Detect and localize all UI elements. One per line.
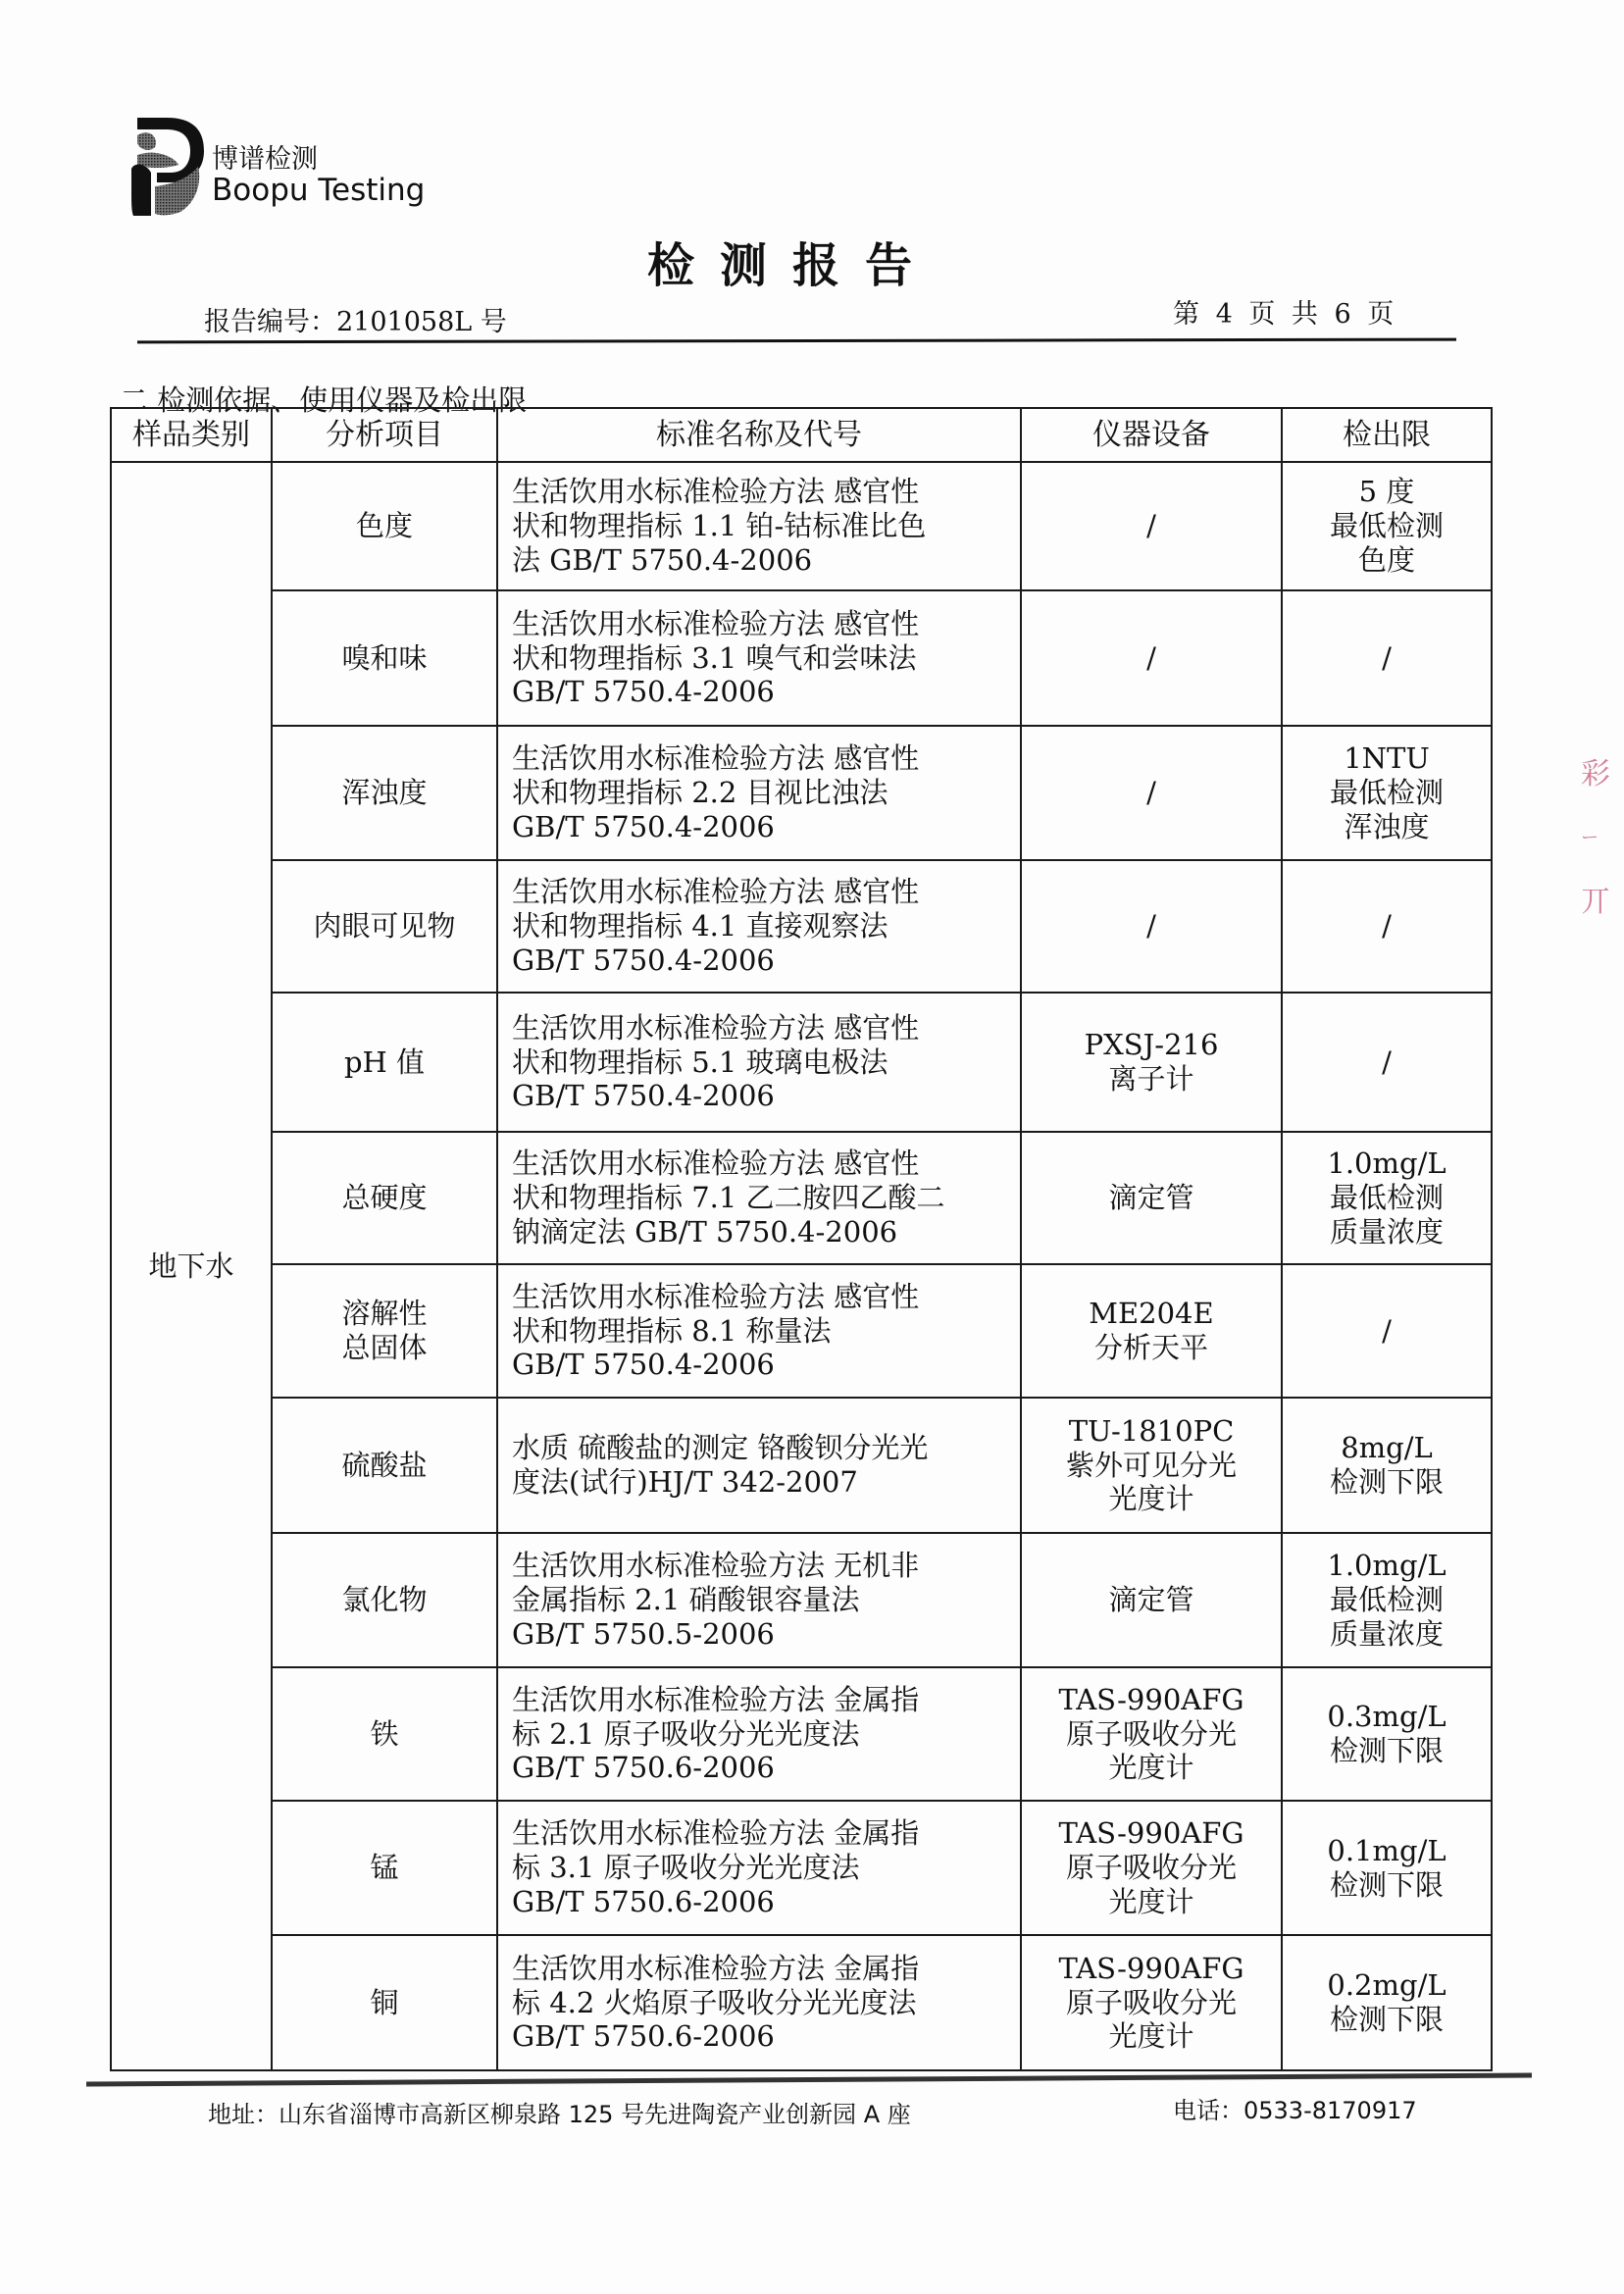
table-row: [111, 590, 1492, 726]
footer-phone: 电话：0533-8170917: [1173, 2097, 1417, 2124]
analysis-item-cell-line: 总固体: [341, 1331, 428, 1364]
detection-limit-cell-line: 检测下限: [1329, 2003, 1444, 2036]
instrument-cell-line: 分析天平: [1093, 1331, 1208, 1364]
detection-limit-cell-line: /: [1382, 1045, 1392, 1079]
detection-limit-cell: [1282, 1398, 1492, 1533]
analysis-item-cell: [272, 1533, 497, 1667]
instrument-cell: [1021, 462, 1282, 590]
detection-limit-cell: [1282, 1533, 1492, 1667]
instrument-cell-line: 原子吸收分光: [1065, 1851, 1237, 1885]
detection-limit-cell-line: /: [1382, 1313, 1392, 1348]
detection-limit-cell: [1282, 726, 1492, 860]
instrument-cell: [1021, 1398, 1282, 1533]
detection-limit-cell-line: 最低检测: [1329, 776, 1444, 810]
company-name-cn: 博谱检测: [212, 144, 318, 175]
standard-cell-line: 生活饮用水标准检验方法 感官性: [512, 475, 920, 509]
analysis-item-cell-line: 硫酸盐: [341, 1448, 428, 1482]
instrument-cell-line: /: [1146, 776, 1156, 810]
table-row: [111, 1533, 1492, 1667]
standard-cell-line: 生活饮用水标准检验方法 金属指: [512, 1951, 920, 1985]
standard-cell-line: 标 2.1 原子吸收分光光度法: [512, 1716, 860, 1751]
standard-cell-line: 法 GB/T 5750.4-2006: [512, 542, 813, 577]
standard-cell: [497, 590, 1021, 726]
standard-cell-line: 生活饮用水标准检验方法 感官性: [512, 1147, 920, 1181]
col-header-standard: 标准名称及代号: [497, 408, 1021, 462]
standard-cell: [497, 726, 1021, 860]
instrument-cell-line: 紫外可见分光: [1065, 1448, 1237, 1482]
table-header-row: [111, 408, 1492, 462]
detection-limit-cell: [1282, 1132, 1492, 1264]
instrument-cell-line: 滴定管: [1108, 1181, 1194, 1215]
analysis-item-cell: [272, 860, 497, 993]
analysis-item-cell: [272, 1935, 497, 2070]
standard-cell: [497, 462, 1021, 590]
company-name-en: Boopu Testing: [212, 173, 426, 208]
footer-divider: [86, 2072, 1532, 2086]
standard-cell: [497, 1801, 1021, 1935]
instrument-cell: [1021, 590, 1282, 726]
detection-limit-cell-line: /: [1382, 640, 1392, 675]
standard-cell: [497, 1935, 1021, 2070]
standard-cell-line: GB/T 5750.4-2006: [512, 943, 775, 977]
analysis-item-cell: [272, 1801, 497, 1935]
instrument-cell-line: 光度计: [1108, 1751, 1194, 1785]
analysis-item-cell-line: 嗅和味: [341, 640, 428, 675]
instrument-cell: [1021, 1533, 1282, 1667]
standard-cell-line: GB/T 5750.6-2006: [512, 1751, 775, 1785]
instrument-cell: [1021, 993, 1282, 1132]
instrument-cell-line: 原子吸收分光: [1065, 1716, 1237, 1751]
analysis-item-cell: [272, 1398, 497, 1533]
standard-cell-line: 状和物理指标 8.1 称量法: [512, 1313, 832, 1348]
analysis-item-cell-line: 肉眼可见物: [313, 909, 456, 943]
standard-cell-line: GB/T 5750.4-2006: [512, 675, 775, 709]
col-header-sample-category: 样品类别: [111, 408, 272, 462]
instrument-cell: [1021, 1801, 1282, 1935]
analysis-item-cell-line: 锰: [370, 1851, 399, 1885]
instrument-cell-line: 光度计: [1108, 2019, 1194, 2054]
standard-cell-line: 生活饮用水标准检验方法 感官性: [512, 1279, 920, 1313]
detection-limit-cell-line: 检测下限: [1329, 1867, 1444, 1902]
detection-limit-cell-line: 检测下限: [1329, 1465, 1444, 1499]
analysis-item-cell-line: 溶解性: [341, 1297, 428, 1331]
analysis-item-cell-line: 总硬度: [341, 1181, 428, 1215]
analysis-item-cell-line: 氯化物: [341, 1583, 428, 1617]
detection-limit-cell: [1282, 993, 1492, 1132]
page-indicator: 第 4 页 共 6 页: [1173, 299, 1398, 330]
table-row: [111, 1264, 1492, 1398]
analysis-item-cell-line: 铁: [370, 1716, 399, 1751]
standard-cell-line: 状和物理指标 5.1 玻璃电极法: [512, 1045, 888, 1079]
table-row: [111, 1398, 1492, 1533]
detection-limit-cell: [1282, 462, 1492, 590]
table-row: [111, 726, 1492, 860]
table-row: [111, 1801, 1492, 1935]
standard-cell-line: 生活饮用水标准检验方法 无机非: [512, 1549, 920, 1583]
standard-cell-line: 水质 硫酸盐的测定 铬酸钡分光光: [512, 1431, 929, 1465]
detection-limit-cell: [1282, 860, 1492, 993]
sample-category-cell: 地下水: [111, 462, 272, 2070]
instrument-cell: [1021, 1264, 1282, 1398]
instrument-cell-line: 光度计: [1108, 1884, 1194, 1918]
instrument-cell-line: 滴定管: [1108, 1583, 1194, 1617]
analysis-item-cell-line: 浑浊度: [341, 776, 428, 810]
analysis-item-cell: [272, 1132, 497, 1264]
standard-cell-line: 生活饮用水标准检验方法 感官性: [512, 741, 920, 776]
instrument-cell-line: /: [1146, 909, 1156, 943]
analysis-item-cell: [272, 462, 497, 590]
instrument-cell: [1021, 1935, 1282, 2070]
standard-cell-line: 生活饮用水标准检验方法 感官性: [512, 606, 920, 640]
company-logo-icon: [127, 114, 206, 218]
table-row: [111, 1667, 1492, 1801]
standard-cell-line: 状和物理指标 3.1 嗅气和尝味法: [512, 640, 917, 675]
analysis-item-cell-line: 色度: [355, 509, 413, 543]
instrument-cell-line: TAS-990AFG: [1058, 1682, 1244, 1716]
instrument-cell-line: 原子吸收分光: [1065, 1985, 1237, 2019]
standard-cell: [497, 1667, 1021, 1801]
detection-limit-cell: [1282, 590, 1492, 726]
col-header-instrument: 仪器设备: [1021, 408, 1282, 462]
instrument-cell-line: TU-1810PC: [1068, 1413, 1235, 1448]
analysis-item-cell-line: 铜: [370, 1985, 399, 2019]
analysis-item-cell: [272, 1264, 497, 1398]
report-number: 报告编号：2101058L 号: [204, 307, 507, 337]
detection-limit-cell-line: 0.3mg/L: [1327, 1700, 1446, 1734]
detection-limit-cell-line: /: [1382, 909, 1392, 943]
standard-cell-line: GB/T 5750.6-2006: [512, 1884, 775, 1918]
detection-limit-cell-line: 质量浓度: [1329, 1214, 1444, 1249]
detection-limit-cell-line: 最低检测: [1329, 509, 1444, 543]
table-row: [111, 993, 1492, 1132]
detection-limit-cell-line: 质量浓度: [1329, 1616, 1444, 1651]
analysis-item-cell: [272, 726, 497, 860]
standard-cell-line: 标 4.2 火焰原子吸收分光光度法: [512, 1985, 917, 2019]
standard-cell-line: 标 3.1 原子吸收分光光度法: [512, 1851, 860, 1885]
instrument-cell: [1021, 726, 1282, 860]
detection-limit-cell-line: 色度: [1357, 542, 1415, 577]
detection-limit-cell: [1282, 1667, 1492, 1801]
analysis-item-cell-line: pH 值: [343, 1045, 426, 1079]
detection-limit-cell: [1282, 1935, 1492, 2070]
instrument-cell-line: 光度计: [1108, 1482, 1194, 1516]
standard-cell-line: GB/T 5750.5-2006: [512, 1616, 775, 1651]
standard-cell-line: 状和物理指标 2.2 目视比浊法: [512, 776, 888, 810]
analysis-item-cell: [272, 1667, 497, 1801]
standard-cell-line: 生活饮用水标准检验方法 金属指: [512, 1682, 920, 1716]
detection-limit-cell-line: 检测下限: [1329, 1734, 1444, 1767]
table-row: [111, 1935, 1492, 2070]
instrument-cell-line: ME204E: [1089, 1297, 1214, 1331]
standard-cell: [497, 1533, 1021, 1667]
standard-cell-line: GB/T 5750.4-2006: [512, 809, 775, 843]
standard-cell: [497, 1132, 1021, 1264]
detection-limit-cell-line: 1.0mg/L: [1327, 1549, 1446, 1583]
standard-cell-line: 生活饮用水标准检验方法 感官性: [512, 875, 920, 909]
instrument-cell-line: /: [1146, 509, 1156, 543]
instrument-cell-line: 离子计: [1108, 1062, 1194, 1096]
detection-limit-cell-line: 最低检测: [1329, 1181, 1444, 1215]
table-row: [111, 462, 1492, 590]
standard-cell-line: 状和物理指标 7.1 乙二胺四乙酸二: [512, 1181, 945, 1215]
report-title: 检测报告: [646, 238, 938, 293]
footer-address: 地址：山东省淄博市高新区柳泉路 125 号先进陶瓷产业创新园 A 座: [208, 2101, 911, 2128]
standard-cell-line: GB/T 5750.6-2006: [512, 2019, 775, 2054]
detection-limit-cell-line: 最低检测: [1329, 1583, 1444, 1617]
col-header-detection-limit: 检出限: [1282, 408, 1492, 462]
standard-cell-line: 状和物理指标 4.1 直接观察法: [512, 909, 888, 943]
detection-limit-cell-line: 浑浊度: [1344, 809, 1430, 843]
detection-limit-cell-line: 5 度: [1358, 475, 1415, 509]
standard-cell-line: 钠滴定法 GB/T 5750.4-2006: [512, 1214, 898, 1249]
instrument-cell: [1021, 1667, 1282, 1801]
instrument-cell: [1021, 860, 1282, 993]
standard-cell: [497, 860, 1021, 993]
detection-limit-cell-line: 0.2mg/L: [1327, 1968, 1446, 2003]
header-divider: [137, 338, 1456, 344]
instrument-cell-line: TAS-990AFG: [1058, 1816, 1244, 1851]
standard-cell-line: 金属指标 2.1 硝酸银容量法: [512, 1583, 860, 1617]
detection-limit-cell-line: 0.1mg/L: [1327, 1833, 1446, 1867]
standard-cell: [497, 1264, 1021, 1398]
detection-limit-cell: [1282, 1801, 1492, 1935]
instrument-cell-line: /: [1146, 640, 1156, 675]
standard-cell-line: GB/T 5750.4-2006: [512, 1079, 775, 1113]
instrument-cell: [1021, 1132, 1282, 1264]
instrument-cell-line: PXSJ-216: [1084, 1028, 1219, 1062]
detection-limit-cell: [1282, 1264, 1492, 1398]
standard-cell-line: 状和物理指标 1.1 铂-钴标准比色: [512, 509, 927, 543]
test-method-table: [110, 407, 1493, 2071]
standard-cell-line: 度法(试行)HJ/T 342-2007: [512, 1465, 858, 1499]
analysis-item-cell: [272, 993, 497, 1132]
detection-limit-cell-line: 1.0mg/L: [1327, 1147, 1446, 1181]
standard-cell: [497, 1398, 1021, 1533]
table-row: [111, 1132, 1492, 1264]
standard-cell-line: 生活饮用水标准检验方法 金属指: [512, 1816, 920, 1851]
instrument-cell-line: TAS-990AFG: [1058, 1951, 1244, 1985]
standard-cell: [497, 993, 1021, 1132]
detection-limit-cell-line: 1NTU: [1344, 741, 1430, 776]
standard-cell-line: 生活饮用水标准检验方法 感官性: [512, 1010, 920, 1045]
section-heading: 二 检测依据、使用仪器及检出限: [120, 383, 528, 417]
standard-cell-line: GB/T 5750.4-2006: [512, 1348, 775, 1382]
seal-stamp-fragment: 彩 ー 丌: [1581, 757, 1610, 919]
col-header-analysis-item: 分析项目: [272, 408, 497, 462]
table-row: [111, 860, 1492, 993]
analysis-item-cell: [272, 590, 497, 726]
detection-limit-cell-line: 8mg/L: [1341, 1431, 1433, 1465]
